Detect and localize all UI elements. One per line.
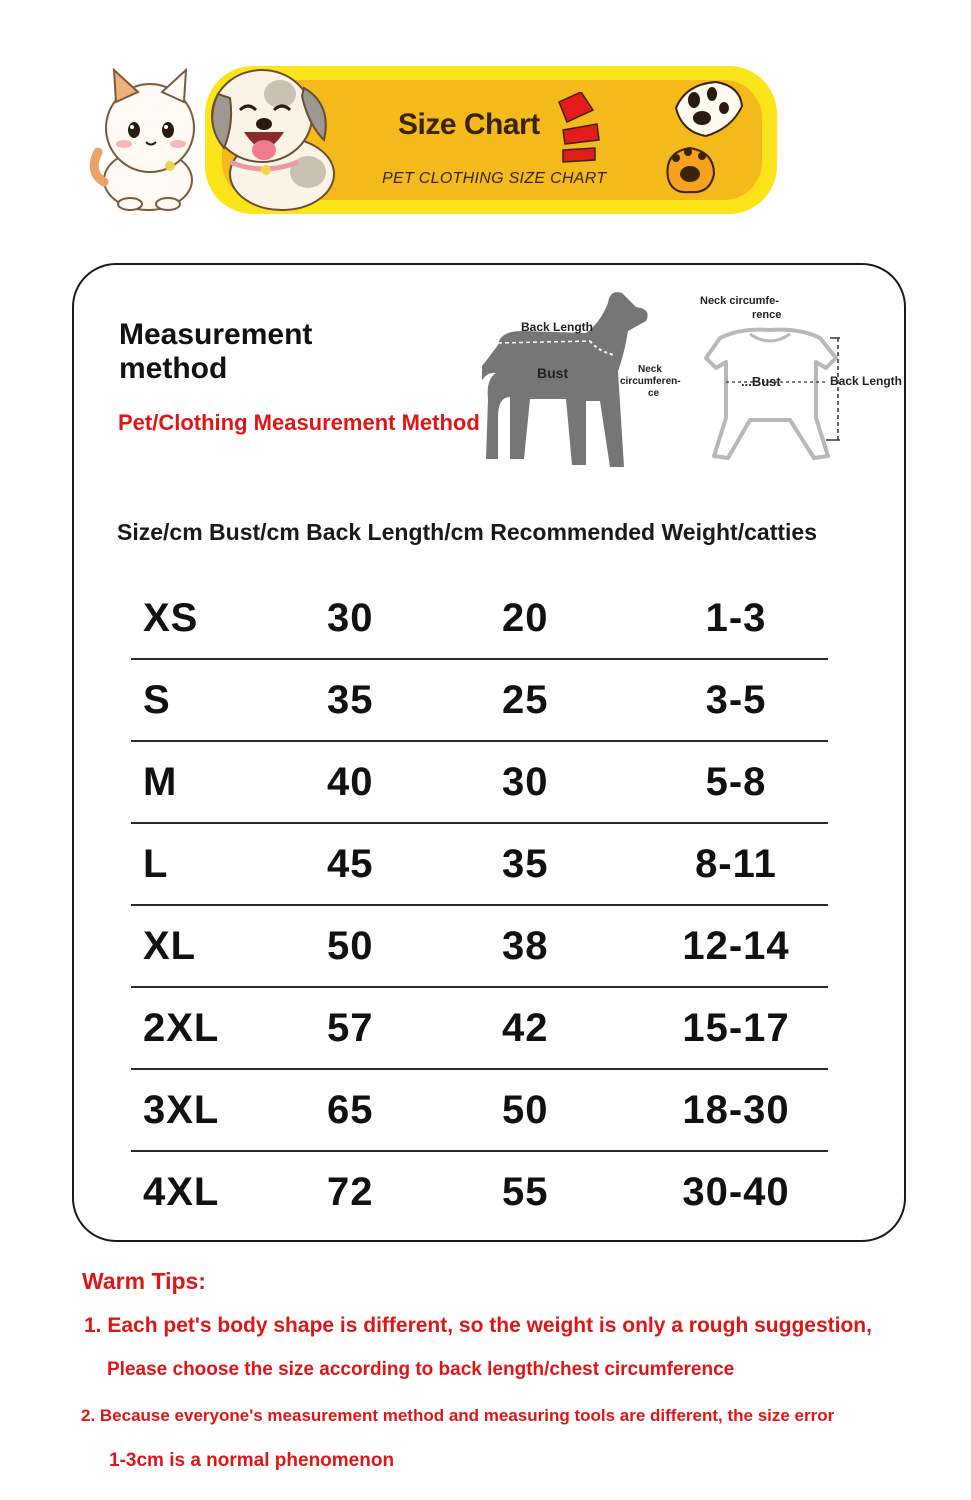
back-length-cell: 55	[502, 1170, 549, 1214]
cat-illustration	[86, 62, 216, 212]
back-length-cell: 20	[502, 596, 549, 640]
clothing-back-length-label: Back Length	[830, 374, 903, 388]
warm-tips-title: Warm Tips:	[82, 1268, 206, 1294]
dog-back-length-label: Back Length	[521, 320, 594, 334]
table-row	[131, 1070, 828, 1152]
size-cell: 2XL	[143, 1006, 220, 1050]
exclamation-icon	[555, 92, 605, 164]
table-row	[131, 988, 828, 1070]
paw-icons	[658, 78, 748, 198]
table-row	[131, 742, 828, 824]
bust-cell: 50	[327, 924, 374, 968]
bust-cell: 65	[327, 1088, 374, 1132]
size-cell: S	[143, 678, 171, 722]
back-length-cell: 30	[502, 760, 549, 804]
dog-neck-label-line2: circumferen-	[620, 376, 681, 387]
bust-cell: 72	[327, 1170, 374, 1214]
back-length-cell: 38	[502, 924, 549, 968]
banner-title: Size Chart	[398, 108, 540, 141]
clothing-neck-label-line2: rence	[752, 309, 782, 321]
back-length-cell: 25	[502, 678, 549, 722]
tip-1-continued: Please choose the size according to back length/chest circumference	[107, 1359, 735, 1380]
measurement-title: Measurement method	[119, 318, 313, 385]
bust-cell: 45	[327, 842, 374, 886]
measurement-subtitle: Pet/Clothing Measurement Method	[118, 410, 480, 435]
size-cell: XL	[143, 924, 197, 968]
size-cell: XS	[143, 596, 199, 640]
bust-cell: 40	[327, 760, 374, 804]
dog-neck-label-line1: Neck	[638, 364, 662, 375]
weight-cell: 1-3	[705, 596, 767, 640]
weight-cell: 3-5	[705, 678, 767, 722]
size-cell: L	[143, 842, 169, 886]
table-row	[131, 906, 828, 988]
tip-1: 1. Each pet's body shape is different, so the weight is only a rough suggestion,	[84, 1314, 872, 1337]
clothing-bust-label: ...Bust	[741, 374, 781, 389]
dog-neck-label-line3: ce	[648, 388, 660, 399]
bust-cell: 30	[327, 596, 374, 640]
bust-cell: 35	[327, 678, 374, 722]
tip-2: 2. Because everyone's measurement method and measuring tools are different, the size error	[81, 1406, 835, 1425]
weight-cell: 12-14	[682, 924, 790, 968]
weight-cell: 18-30	[682, 1088, 790, 1132]
tip-2-continued: 1-3cm is a normal phenomenon	[109, 1450, 395, 1471]
size-cell: M	[143, 760, 178, 804]
weight-cell: 30-40	[682, 1170, 790, 1214]
size-cell: 3XL	[143, 1088, 220, 1132]
table-row	[131, 1152, 828, 1232]
bust-cell: 57	[327, 1006, 374, 1050]
dog-bust-label: Bust	[537, 365, 569, 381]
table-row	[131, 578, 828, 660]
banner-subtitle: PET CLOTHING SIZE CHART	[382, 170, 607, 187]
table-row	[131, 824, 828, 906]
back-length-cell: 50	[502, 1088, 549, 1132]
back-length-cell: 35	[502, 842, 549, 886]
weight-cell: 8-11	[695, 842, 777, 886]
clothing-neck-label-line1: Neck circumfe-	[700, 295, 779, 307]
table-column-header: Size/cm Bust/cm Back Length/cm Recommended Weight/catties	[117, 519, 817, 545]
size-cell: 4XL	[143, 1170, 220, 1214]
weight-cell: 15-17	[682, 1006, 790, 1050]
weight-cell: 5-8	[705, 760, 767, 804]
dog-illustration	[200, 54, 360, 214]
size-table	[131, 578, 828, 1232]
back-length-cell: 42	[502, 1006, 549, 1050]
table-row	[131, 660, 828, 742]
